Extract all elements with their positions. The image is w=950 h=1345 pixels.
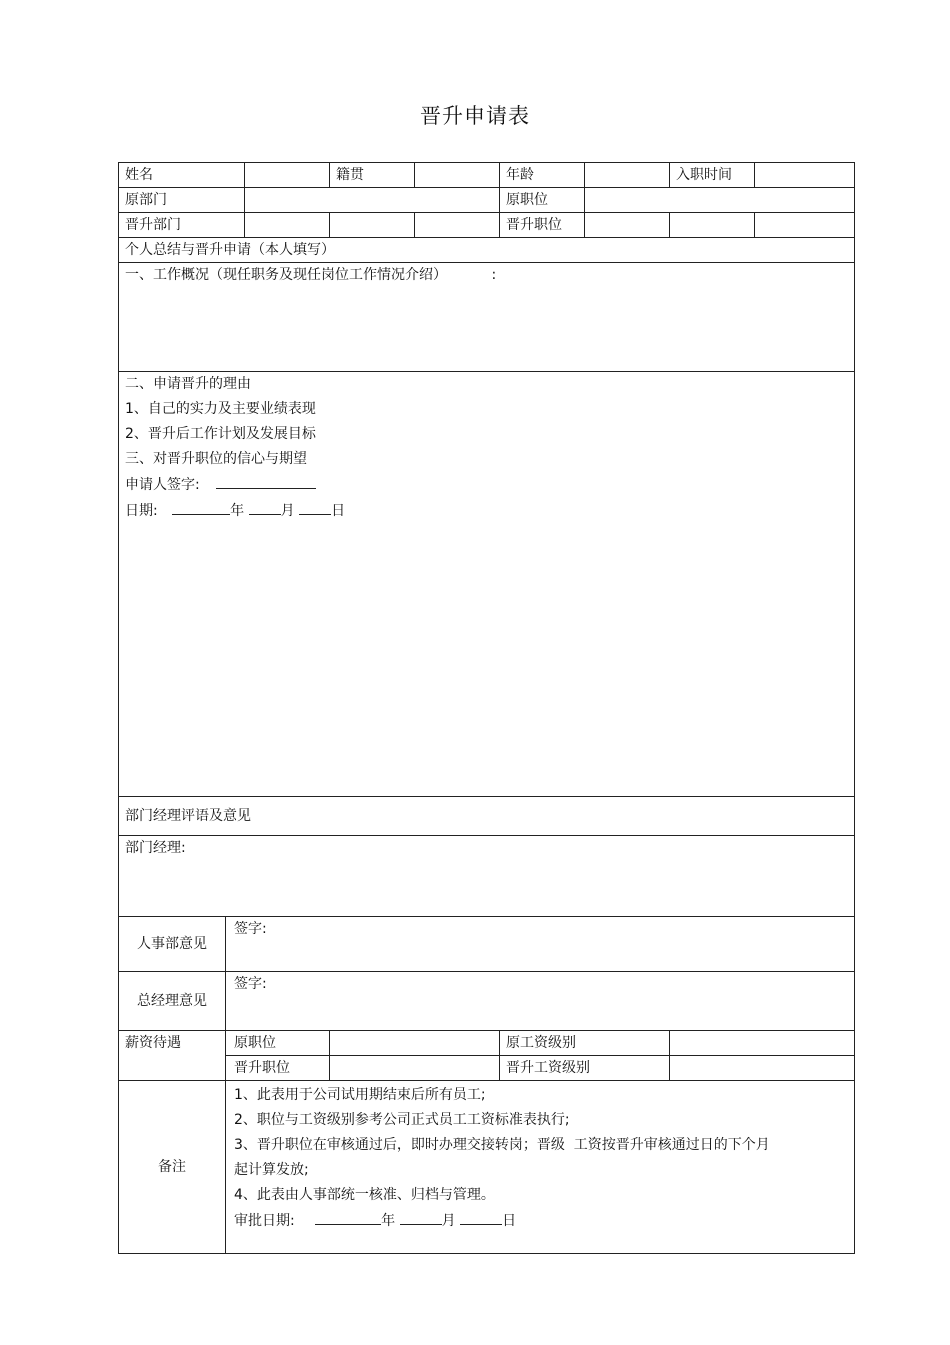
applicant-date-label: 日期: bbox=[125, 503, 158, 519]
promo-dept-field-3[interactable] bbox=[415, 213, 500, 238]
salary-orig-pos-label: 原职位 bbox=[226, 1031, 330, 1056]
gm-opinion-label: 总经理意见 bbox=[119, 972, 226, 1031]
reasons-heading: 二、申请晋升的理由 bbox=[125, 376, 251, 392]
salary-promo-pos-field[interactable] bbox=[330, 1056, 500, 1081]
note-2: 2、职位与工资级别参考公司正式员工工资标准表执行; bbox=[234, 1112, 570, 1128]
gm-signature-label: 签字: bbox=[234, 976, 267, 992]
row-notes bbox=[119, 1081, 855, 1254]
promo-pos-label: 晋升职位 bbox=[500, 213, 585, 238]
hr-signature-label: 签字: bbox=[234, 921, 267, 937]
note-4: 4、此表由人事部统一核准、归档与管理。 bbox=[234, 1187, 495, 1203]
work-overview-label: 一、工作概况（现任职务及现任岗位工作情况介绍） : bbox=[125, 267, 497, 283]
manager-label: 部门经理: bbox=[125, 840, 186, 856]
approval-year-field[interactable] bbox=[315, 1208, 381, 1225]
note-3-continued: 起计算发放; bbox=[234, 1162, 309, 1178]
applicant-day-unit: 日 bbox=[331, 503, 346, 519]
row-original-position bbox=[119, 188, 855, 213]
promotion-form-table bbox=[118, 162, 855, 1254]
applicant-signature-label: 申请人签字: bbox=[125, 477, 200, 493]
row-reasons bbox=[119, 372, 855, 797]
reason-item-2: 2、晋升后工作计划及发展目标 bbox=[125, 426, 316, 442]
notes-cell bbox=[226, 1081, 855, 1254]
salary-label: 薪资待遇 bbox=[119, 1031, 226, 1081]
row-summary-header bbox=[119, 238, 855, 263]
applicant-signature-field[interactable] bbox=[216, 472, 316, 489]
approval-date-label: 审批日期: bbox=[234, 1213, 295, 1229]
orig-dept-field[interactable] bbox=[245, 188, 500, 213]
note-1: 1、此表用于公司试用期结束后所有员工; bbox=[234, 1087, 486, 1103]
orig-dept-label: 原部门 bbox=[119, 188, 245, 213]
promo-pos-field-3[interactable] bbox=[755, 213, 855, 238]
applicant-month-unit: 月 bbox=[280, 503, 295, 519]
row-promotion-position bbox=[119, 213, 855, 238]
hire-date-field[interactable] bbox=[755, 163, 855, 188]
native-place-field[interactable] bbox=[415, 163, 500, 188]
applicant-year-unit: 年 bbox=[230, 503, 245, 519]
salary-orig-grade-label: 原工资级别 bbox=[500, 1031, 670, 1056]
row-hr-opinion bbox=[119, 917, 855, 972]
row-basic-info bbox=[119, 163, 855, 188]
applicant-date-line bbox=[125, 498, 848, 524]
gm-opinion-cell[interactable] bbox=[226, 972, 855, 1031]
approval-month-unit: 月 bbox=[441, 1213, 456, 1229]
row-manager-comment bbox=[119, 836, 855, 917]
salary-promo-pos-label: 晋升职位 bbox=[226, 1056, 330, 1081]
orig-pos-label: 原职位 bbox=[500, 188, 585, 213]
row-salary-1 bbox=[119, 1031, 855, 1056]
approval-day-field[interactable] bbox=[460, 1208, 502, 1225]
salary-orig-grade-field[interactable] bbox=[670, 1031, 855, 1056]
notes-label: 备注 bbox=[119, 1081, 226, 1254]
applicant-month-field[interactable] bbox=[249, 498, 281, 515]
work-overview-cell[interactable] bbox=[119, 263, 855, 372]
salary-promo-grade-label: 晋升工资级别 bbox=[500, 1056, 670, 1081]
name-field[interactable] bbox=[245, 163, 330, 188]
row-work-overview bbox=[119, 263, 855, 372]
row-salary-2 bbox=[119, 1056, 855, 1081]
hire-date-label: 入职时间 bbox=[670, 163, 755, 188]
salary-promo-grade-field[interactable] bbox=[670, 1056, 855, 1081]
note-3: 3、晋升职位在审核通过后，即时办理交接转岗；晋级 工资按晋升审核通过日的下个月 bbox=[234, 1137, 770, 1153]
summary-header: 个人总结与晋升申请（本人填写） bbox=[119, 238, 855, 263]
applicant-signature-line bbox=[125, 472, 848, 498]
orig-pos-field[interactable] bbox=[585, 188, 855, 213]
promo-pos-field[interactable] bbox=[585, 213, 670, 238]
manager-header: 部门经理评语及意见 bbox=[119, 797, 855, 836]
age-field[interactable] bbox=[585, 163, 670, 188]
manager-comment-cell[interactable] bbox=[119, 836, 855, 917]
promo-dept-field[interactable] bbox=[245, 213, 330, 238]
promo-dept-field-2[interactable] bbox=[330, 213, 415, 238]
row-manager-header bbox=[119, 797, 855, 836]
page-title: 晋升申请表 bbox=[420, 104, 530, 128]
hr-opinion-cell[interactable] bbox=[226, 917, 855, 972]
reason-item-3: 三、对晋升职位的信心与期望 bbox=[125, 451, 307, 467]
promo-pos-field-2[interactable] bbox=[670, 213, 755, 238]
hr-opinion-label: 人事部意见 bbox=[119, 917, 226, 972]
promo-dept-label: 晋升部门 bbox=[119, 213, 245, 238]
row-gm-opinion bbox=[119, 972, 855, 1031]
salary-orig-pos-field[interactable] bbox=[330, 1031, 500, 1056]
applicant-year-field[interactable] bbox=[172, 498, 230, 515]
approval-date-line bbox=[234, 1208, 846, 1234]
name-label: 姓名 bbox=[119, 163, 245, 188]
approval-month-field[interactable] bbox=[400, 1208, 442, 1225]
applicant-day-field[interactable] bbox=[299, 498, 331, 515]
approval-day-unit: 日 bbox=[502, 1213, 517, 1229]
age-label: 年龄 bbox=[500, 163, 585, 188]
reasons-cell[interactable] bbox=[119, 372, 855, 797]
approval-year-unit: 年 bbox=[381, 1213, 396, 1229]
native-place-label: 籍贯 bbox=[330, 163, 415, 188]
reason-item-1: 1、自己的实力及主要业绩表现 bbox=[125, 401, 316, 417]
